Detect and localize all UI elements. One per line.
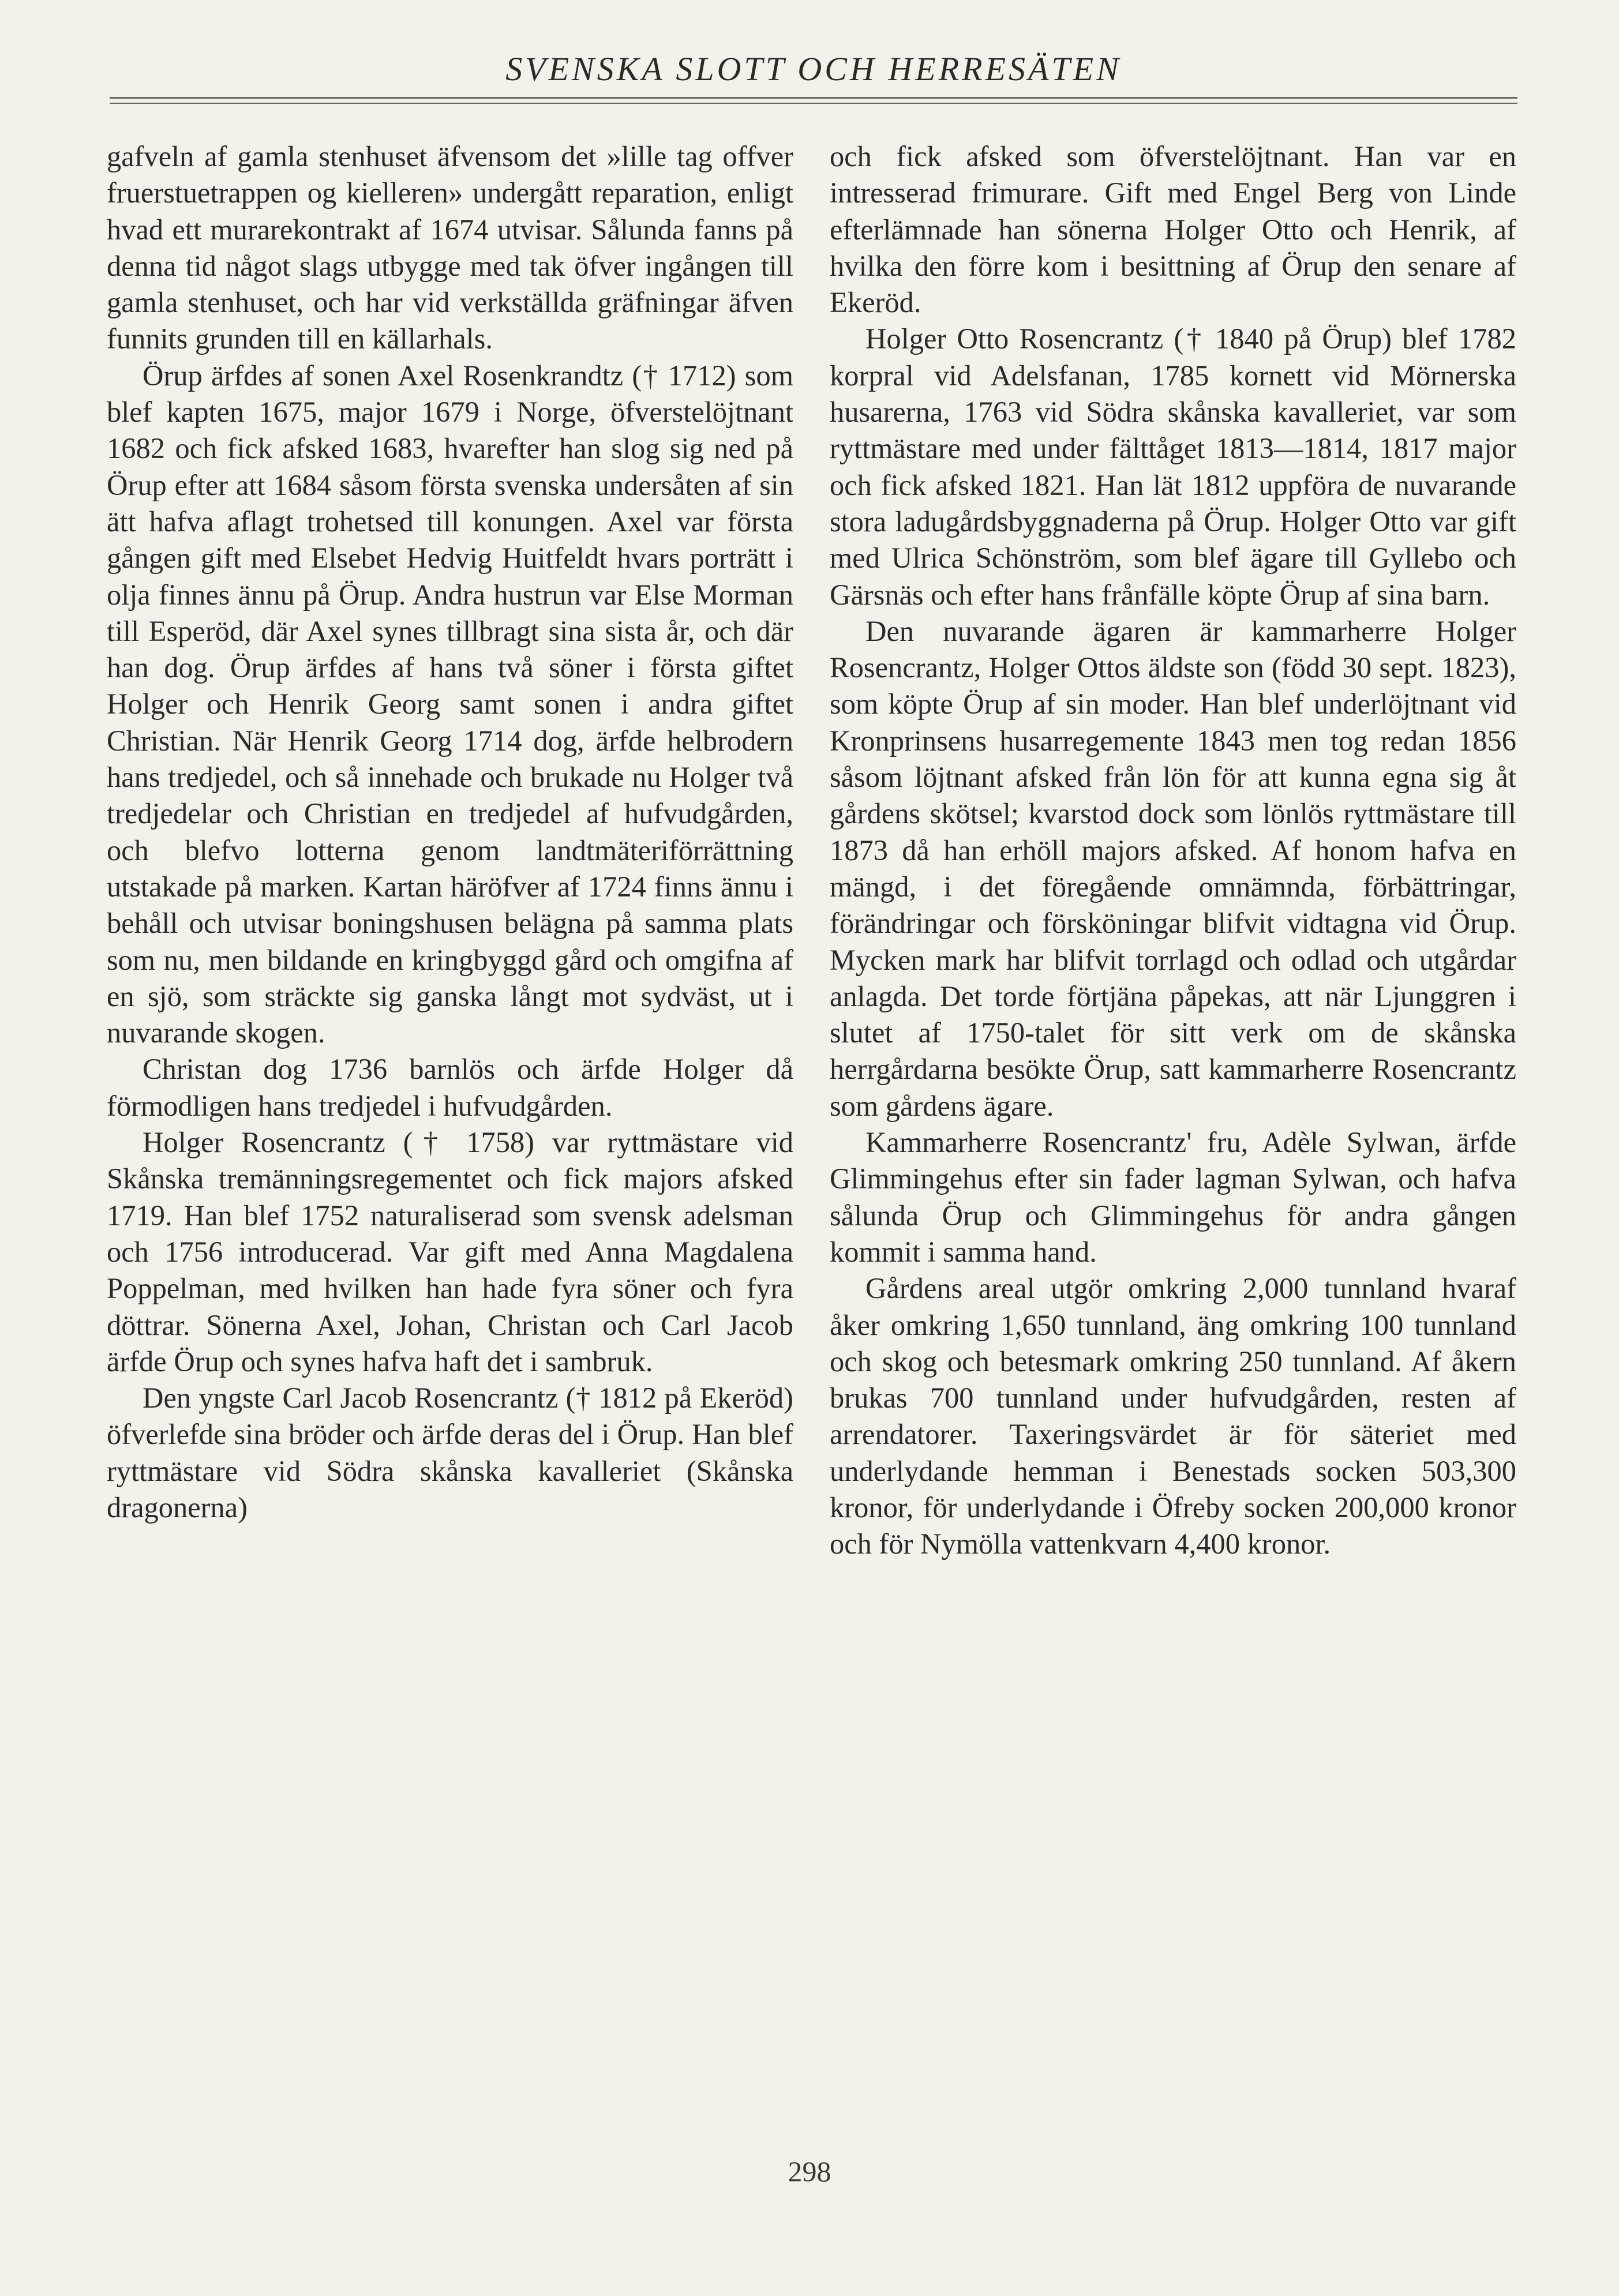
paragraph: Kammarherre Rosencrantz' fru, Adèle Sylwan, ärfde Glimmingehus efter sin fader lagman Sylwan, och hafva sålunda Örup och Glimmingehus för andra gången kommit i samma hand.	[830, 1126, 1516, 1268]
running-head: SVENSKA SLOTT OCH HERRESÄTEN	[505, 50, 1122, 88]
paragraph: Holger Otto Rosencrantz († 1840 på Örup) blef 1782 korpral vid Adelsfanan, 1785 kornett vid Mörnerska husarerna, 1763 vid Södra skånska kavalleriet, var som ryttmästare med under fälttåget 1813—1814, 1817 major och fick afsked 1821. Han lät 1812 uppföra de nuvarande stora ladugårdsbyggnaderna på Örup. Holger Otto var gift med Ulrica Schönström, som blef ägare till Gyllebo och Gärsnäs och efter hans frånfälle köpte Örup af sina barn.	[830, 322, 1516, 611]
paragraph: och fick afsked som öfverstelöjtnant. Han var en intresserad frimurare. Gift med Engel Berg von Linde efterlämnade han sönerna Holger Otto och Henrik, af hvilka den förre kom i besittning af Örup den senare af Ekeröd.	[830, 140, 1516, 319]
paragraph: gafveln af gamla stenhuset äfvensom det »lille tag offver fruerstuetrappen og kielleren» undergått reparation, enligt hvad ett murarekontrakt af 1674 utvisar. Sålunda fanns på denna tid något slags utbygge med tak öfver ingången till gamla stenhuset, och har vid verkställda gräfningar äfven funnits grunden till en källarhals.	[107, 140, 793, 355]
paragraph: Gårdens areal utgör omkring 2,000 tunnland hvaraf åker omkring 1,650 tunnland, äng omkring 100 tunnland och skog och betesmark omkring 250 tunnland. Af åkern brukas 700 tunnland under hufvudgården, resten af arrendatorer. Taxeringsvärdet är för säteriet med underlydande hemman i Benestads socken 503,300 kronor, för underlydande i Öfreby socken 200,000 kronor och för Nymölla vattenkvarn 4,400 kronor.	[830, 1272, 1516, 1560]
header-rule-top	[110, 97, 1517, 99]
paragraph: Christan dog 1736 barnlös och ärfde Holger då förmodligen hans tredjedel i hufvudgården.	[107, 1053, 793, 1122]
page-number: 298	[788, 2155, 831, 2188]
paragraph: Holger Rosencrantz († 1758) var ryttmästare vid Skånska tremänningsregementet och fick majors afsked 1719. Han blef 1752 naturaliserad som svensk adelsman och 1756 introducerad. Var gift med Anna Magdalena Poppelman, med hvilken han hade fyra söner och fyra döttrar. Sönerna Axel, Johan, Christan och Carl Jacob ärfde Örup och synes hafva haft det i sambruk.	[107, 1126, 793, 1378]
paragraph: Örup ärfdes af sonen Axel Rosenkrandtz († 1712) som blef kapten 1675, major 1679 i Norge, öfverstelöjtnant 1682 och fick afsked 1683, hvarefter han slog sig ned på Örup efter att 1684 såsom första svenska undersåten af sin ätt hafva aflagt trohetsed till konungen. Axel var första gången gift med Elsebet Hedvig Huitfeldt hvars porträtt i olja finnes ännu på Örup. Andra hustrun var Else Morman till Esperöd, där Axel synes tillbragt sina sista år, och där han dog. Örup ärfdes af hans två söner i första giftet Holger och Henrik Georg samt sonen i andra giftet Christian. När Henrik Georg 1714 dog, ärfde helbrodern hans tredjedel, och så innehade och brukade nu Holger två tredjedelar och Christian en tredjedel af hufvudgården, och blefvo lotterna genom landtmäteriförrättning utstakade på marken. Kartan häröfver af 1724 finns ännu i behåll och utvisar boningshusen belägna på samma plats som nu, men bildande en kringbyggd gård och omgifna af en sjö, som sträckte sig ganska långt mot sydväst, ut i nuvarande skogen.	[107, 359, 793, 1049]
header-rule-bottom	[110, 103, 1517, 104]
paragraph: Den yngste Carl Jacob Rosencrantz († 1812 på Ekeröd) öfverlefde sina bröder och ärfde deras del i Örup. Han blef ryttmästare vid Södra skånska kavalleriet (Skånska dragonerna)	[107, 1382, 793, 1524]
right-column	[830, 138, 1516, 1563]
paragraph: Den nuvarande ägaren är kammarherre Holger Rosencrantz, Holger Ottos äldste son (född 30 sept. 1823), som köpte Örup af sin moder. Han blef underlöjtnant vid Kronprinsens husarregemente 1843 men tog redan 1856 såsom löjtnant afsked från lön för att kunna egna sig åt gårdens skötsel; kvarstod dock som lönlös ryttmästare till 1873 då han erhöll majors afsked. Af honom hafva en mängd, i det föregående omnämnda, förbättringar, förändringar och försköningar blifvit vidtagna vid Örup. Mycken mark har blifvit torrlagd och odlad och utgårdar anlagda. Det torde förtjäna påpekas, att när Ljunggren i slutet af 1750-talet för sitt verk om de skånska herrgårdarna besökte Örup, satt kammarherre Rosencrantz som gårdens ägare.	[830, 614, 1516, 1122]
left-column	[107, 138, 793, 1526]
